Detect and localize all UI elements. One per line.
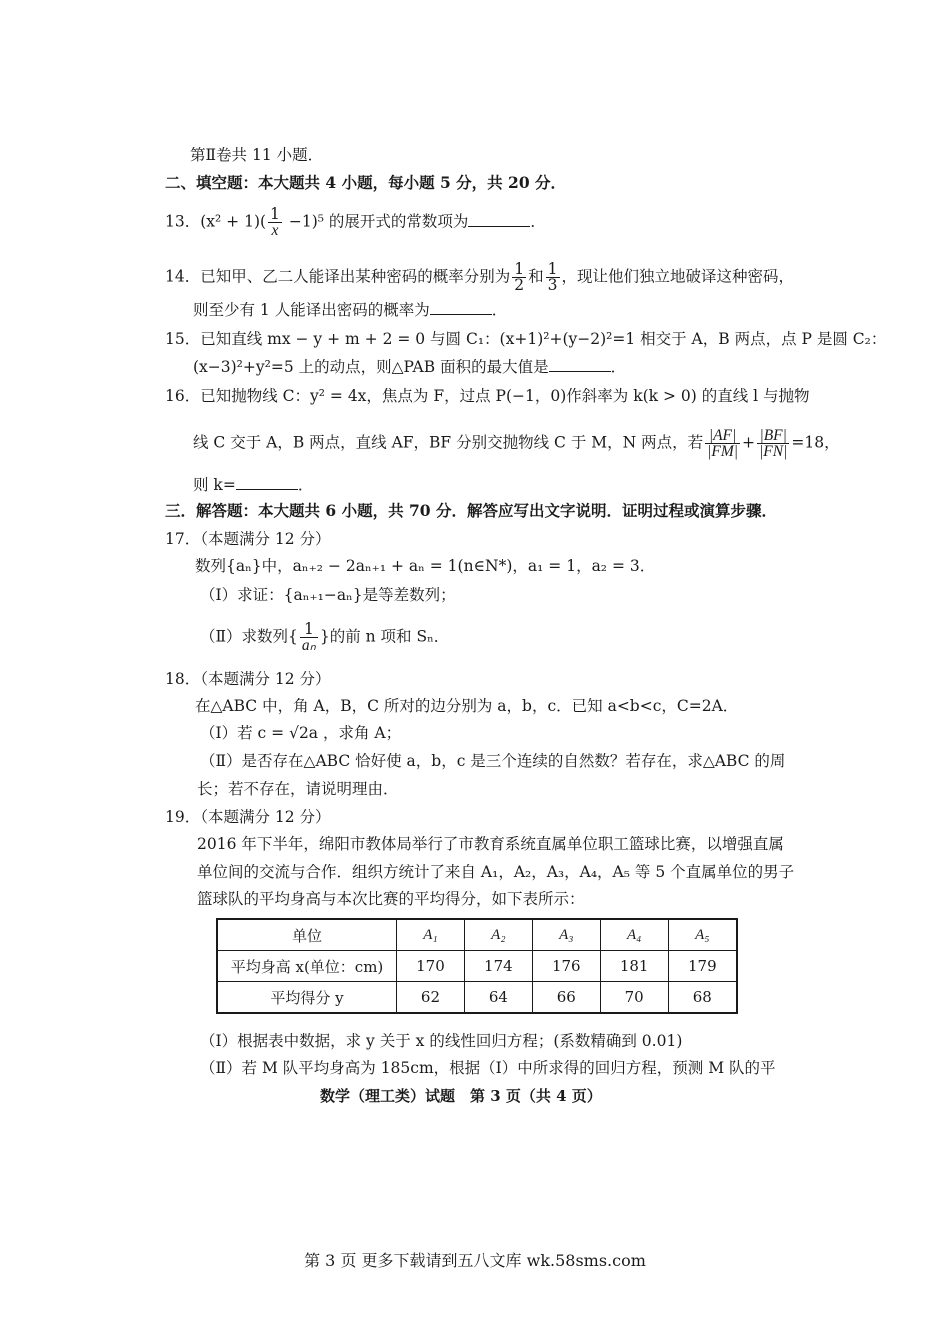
question-15-line-2 — [193, 357, 626, 377]
table-row — [217, 951, 737, 982]
question-19-text-1: 2016 年下半年，绵阳市教体局举行了市教育系统直属单位职工篮球比赛，以增强直属 — [197, 835, 784, 853]
q16-end: ． — [297, 476, 314, 494]
q16-eq: =18， — [791, 433, 840, 452]
question-15: 15．已知直线 mx − y + m + 2 = 0 与圆 C₁：(x+1)²+(y−2)²=1 相交于 A，B 两点，点 P 是圆 C₂： — [165, 330, 887, 348]
question-14 — [165, 262, 794, 293]
q13-expr-b: −1)⁵ 的展开式的常数项为 — [283, 212, 469, 231]
q17-fraction — [300, 622, 318, 653]
q14-f2-num: 1 — [547, 260, 558, 278]
q16-fraction-2 — [757, 428, 789, 459]
table-header-row — [217, 919, 737, 951]
q16-text-c: 则 k= — [193, 476, 236, 494]
question-17-header: 17．（本题满分 12 分） — [165, 530, 331, 548]
q16-answer-blank[interactable] — [236, 475, 298, 490]
q16-f1-den: |FM| — [707, 443, 739, 460]
table-cell: 68 — [668, 982, 737, 1014]
q17-frac-den: aₙ — [301, 637, 316, 654]
table-cell: 66 — [532, 982, 600, 1014]
question-18-part-1: （Ⅰ）若 c = √2a ，求角 A； — [200, 724, 402, 742]
table-header-cell: A₂ — [464, 919, 532, 951]
q15-end: ． — [610, 358, 627, 376]
q14-text-a: 14．已知甲、乙二人能译出某种密码的概率分别为 — [165, 267, 511, 286]
question-17-part-1: （Ⅰ）求证：{aₙ₊₁−aₙ}是等差数列； — [200, 586, 456, 604]
q16-f1-num: |AF| — [705, 428, 740, 444]
table-header-cell: 单位 — [217, 919, 397, 951]
table-cell: 62 — [397, 982, 465, 1014]
q13-answer-blank[interactable] — [468, 212, 530, 227]
table-header-cell: A₄ — [600, 919, 668, 951]
q14-end: ． — [491, 301, 508, 319]
question-19-part-1: （Ⅰ）根据表中数据，求 y 关于 x 的线性回归方程；(系数精确到 0.01) — [200, 1032, 683, 1050]
section-heading-solve: 三．解答题：本大题共 6 小题，共 70 分．解答应写出文字说明．证明过程或演算步骤． — [165, 501, 777, 520]
page-footer-title: 数学（理工类）试题 第 3 页（共 4 页） — [320, 1087, 602, 1105]
table-cell: 181 — [600, 951, 668, 982]
q16-f2-den: |FN| — [759, 443, 788, 460]
q13-fraction — [268, 207, 282, 238]
table-row — [217, 982, 737, 1014]
q14-f1-num: 1 — [514, 260, 525, 278]
question-17-text: 数列{aₙ}中，aₙ₊₂ − 2aₙ₊₁ + aₙ = 1(n∈N*)，a₁ = 1，a₂ = 3． — [195, 557, 656, 575]
q14-answer-blank[interactable] — [430, 300, 492, 315]
question-19-text-2: 单位间的交流与合作．组织方统计了来自 A₁，A₂，A₃，A₄，A₅ 等 5 个直属单位的男子 — [197, 863, 795, 881]
table-cell: 70 — [600, 982, 668, 1014]
q13-end: ． — [530, 212, 546, 231]
question-13 — [165, 207, 546, 238]
q15-answer-blank[interactable] — [549, 357, 611, 372]
question-16-line-3 — [193, 475, 313, 495]
q16-text-b: 线 C 交于 A，B 两点，直线 AF，BF 分别交抛物线 C 于 M，N 两点，若 — [193, 433, 704, 452]
question-16: 16．已知抛物线 C：y² = 4x，焦点为 F，过点 P(−1，0)作斜率为 k(k > 0) 的直线 l 与抛物 — [165, 387, 810, 405]
question-19-part-2: （Ⅱ）若 M 队平均身高为 185cm，根据（Ⅰ）中所求得的回归方程，预测 M 队的平 — [200, 1059, 776, 1077]
table-cell: 174 — [464, 951, 532, 982]
question-18-part-2: （Ⅱ）是否存在△ABC 恰好使 a，b，c 是三个连续的自然数？若存在，求△ABC 的周 — [200, 752, 786, 770]
q15-text-b: (x−3)²+y²=5 上的动点，则△PAB 面积的最大值是 — [193, 358, 549, 376]
q14-f2-den: 3 — [547, 276, 558, 294]
q13-frac-num: 1 — [270, 205, 280, 223]
table-row-label: 平均得分 y — [217, 982, 397, 1014]
q14-fraction-1 — [512, 262, 526, 293]
question-18-part-2-cont: 长；若不存在，请说明理由． — [197, 780, 399, 798]
question-18-header: 18．（本题满分 12 分） — [165, 670, 331, 688]
q14-text-b: ，现让他们独立地破译这种密码， — [561, 267, 795, 286]
table-cell: 170 — [397, 951, 465, 982]
q16-plus: + — [742, 433, 756, 452]
table-cell: 179 — [668, 951, 737, 982]
q14-f1-den: 2 — [514, 276, 525, 294]
table-row-label: 平均身高 x(单位：cm) — [217, 951, 397, 982]
question-19-header: 19．（本题满分 12 分） — [165, 808, 331, 826]
q14-and: 和 — [528, 267, 544, 286]
section-note: 第Ⅱ卷共 11 小题． — [190, 146, 324, 164]
download-watermark: 第 3 页 更多下载请到五八文库 wk.58sms.com — [304, 1251, 646, 1270]
table-cell: 176 — [532, 951, 600, 982]
table-header-cell: A₁ — [397, 919, 465, 951]
q17-frac-num: 1 — [300, 622, 318, 638]
q17-2-text-b: }的前 n 项和 Sₙ． — [319, 627, 450, 646]
table-header-cell: A₃ — [532, 919, 600, 951]
q17-2-text-a: （Ⅱ）求数列{ — [200, 627, 298, 646]
q14-text-c: 则至少有 1 人能译出密码的概率为 — [193, 301, 430, 319]
question-16-line-2 — [193, 428, 840, 459]
height-score-table — [216, 918, 738, 1014]
table-cell: 64 — [464, 982, 532, 1014]
table-header-cell: A₅ — [668, 919, 737, 951]
q16-fraction-1 — [705, 428, 740, 459]
q13-frac-den: x — [271, 222, 279, 239]
q13-expr-a: (x² + 1)( — [200, 212, 267, 231]
q14-fraction-2 — [546, 262, 560, 293]
question-17-part-2 — [200, 622, 449, 653]
section-heading-fill-blank: 二、填空题：本大题共 4 小题，每小题 5 分，共 20 分． — [165, 173, 567, 192]
question-19-text-3: 篮球队的平均身高与本次比赛的平均得分，如下表所示： — [197, 890, 585, 908]
q13-number: 13． — [165, 212, 201, 231]
question-18-text: 在△ABC 中，角 A，B，C 所对的边分别为 a，b，c．已知 a<b<c，C=2A． — [195, 697, 739, 715]
q16-f2-num: |BF| — [757, 428, 789, 444]
question-14-line-2 — [193, 300, 507, 320]
